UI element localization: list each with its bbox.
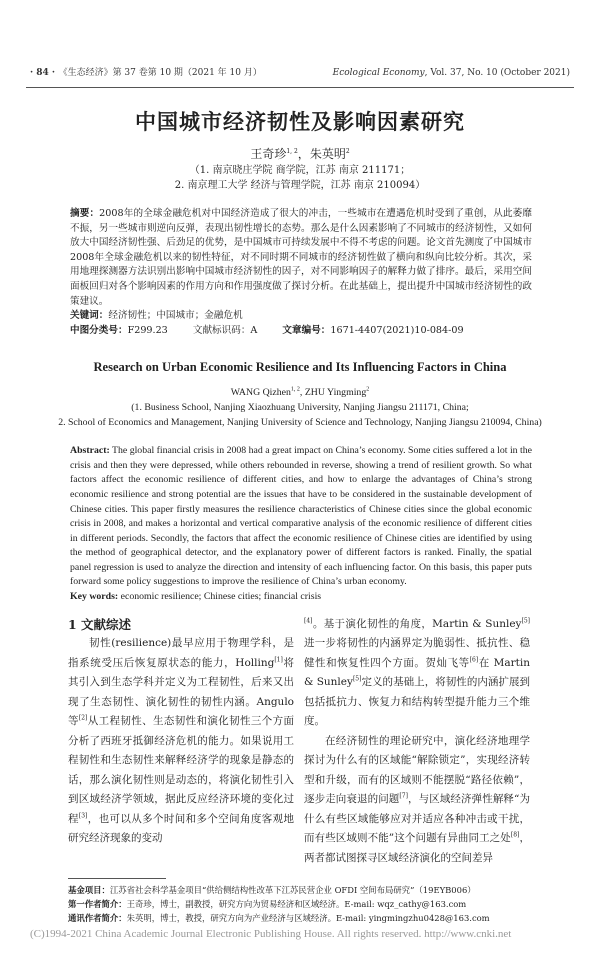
abstract-cn bbox=[70, 207, 532, 309]
author: 王奇珍 bbox=[250, 147, 287, 161]
author: 朱英明 bbox=[309, 147, 346, 161]
cnki-watermark: (C)1994-2021 China Academic Journal Electronic Publishing House. All rights reserved. http://www.cnki.net bbox=[30, 928, 512, 941]
text: 韧性(resilience)最早应用于物理学科，是指系统受压后恢复原状态的能力，Holling bbox=[68, 637, 294, 669]
citation: [1] bbox=[274, 656, 283, 664]
title-cn: 中国城市经济韧性及影响因素研究 bbox=[135, 109, 465, 134]
text: ，两者都试图探寻区域经济演化的空间差异 bbox=[304, 832, 531, 864]
clc-label: 中图分类号： bbox=[70, 324, 128, 336]
keywords-text: 经济韧性；中国城市；金融危机 bbox=[108, 310, 243, 322]
footnote-text: 江苏省社会科学基金项目“供给侧结构性改革下江苏民营企业 OFDI 空间布局研究”（19EYB006） bbox=[109, 885, 476, 896]
citation: [4] bbox=[304, 617, 313, 625]
header-rule bbox=[26, 87, 574, 88]
author-sup: 2 bbox=[345, 148, 350, 155]
citation: [2] bbox=[78, 714, 88, 722]
abstract-label: 摘要： bbox=[70, 208, 100, 219]
text: 。基于演化韧性的角度，Martin & Sunley bbox=[312, 617, 522, 630]
paragraph-cont bbox=[304, 615, 530, 732]
author-sup: 2 bbox=[366, 387, 370, 394]
sep: ， bbox=[297, 147, 310, 161]
body-columns bbox=[68, 615, 530, 869]
keywords-label: Key words: bbox=[70, 591, 119, 603]
section-heading: 1 文献综述 bbox=[68, 616, 132, 632]
citation: [8] bbox=[510, 831, 520, 839]
author: WANG Qizhen bbox=[230, 387, 291, 399]
page-number: · 84 · bbox=[30, 68, 56, 78]
citation: [7] bbox=[399, 792, 408, 800]
text: 将其引入到生态学科并定义为工程韧性，后来又出现了生态韧性、演化韧性的韧性内涵。Angulo 等 bbox=[68, 656, 294, 728]
footnote-first-author bbox=[68, 897, 560, 911]
clc-value: F299.23 bbox=[127, 324, 168, 336]
abstract-en bbox=[70, 444, 532, 605]
doc-value: A bbox=[250, 324, 258, 336]
footnote-label: 通讯作者简介： bbox=[68, 913, 127, 924]
keywords-text: economic resilience; Chinese cities; financial crisis bbox=[118, 591, 322, 603]
footnote-rule bbox=[68, 878, 166, 879]
art-value: 1671-4407(2021)10-084-09 bbox=[330, 324, 464, 336]
art-label: 文章编号： bbox=[282, 324, 331, 336]
footnote-corresponding bbox=[68, 911, 560, 925]
title-en: Research on Urban Economic Resilience and Its Influencing Factors in China bbox=[93, 360, 507, 375]
footnote-funding bbox=[68, 883, 560, 897]
affiliation-cn: 2. 南京理工大学 经济与管理学院，江苏 南京 210094） bbox=[174, 180, 426, 191]
journal-issue: , Vol. 37, No. 10 (October 2021) bbox=[424, 68, 570, 78]
column-left bbox=[68, 615, 294, 869]
text: 定义的基础上，将韧性的内涵扩展到包括抵抗力、恢复力和结构转型提升能力三个维度。 bbox=[304, 676, 531, 728]
citation: [5] bbox=[352, 675, 362, 683]
journal-en: Ecological Economy bbox=[332, 68, 425, 78]
sep: , bbox=[299, 387, 305, 399]
affiliation-cn: （1. 南京晓庄学院 商学院，江苏 南京 211171； bbox=[189, 165, 411, 176]
authors-cn bbox=[0, 146, 600, 163]
column-right bbox=[304, 615, 530, 869]
running-header bbox=[30, 66, 570, 80]
footnote-text: 王奇珍，博士，副教授，研究方向为贸易经济和区域经济。E-mail: wqz_cathy@163.com bbox=[126, 899, 467, 910]
paragraph bbox=[68, 634, 294, 849]
text: ，与区域经济弹性解释“为什么有些区域能够应对并适应各种冲击或干扰，而有些区域则不能”这个问题有异曲同工之处 bbox=[304, 793, 531, 845]
text: 进一步将韧性的内涵界定为脆弱性、抵抗性、稳健性和恢复性四个方面。贺灿飞等 bbox=[304, 637, 530, 669]
author-sup: 1, 2 bbox=[286, 148, 298, 155]
text: ，也可以从多个时间和多个空间角度客观地研究经济现象的变动 bbox=[68, 812, 294, 845]
footnote-label: 基金项目： bbox=[68, 885, 110, 896]
affiliation-en: 2. School of Economics and Management, Nanjing University of Science and Technology, Nanjing Jiangsu 210094, China) bbox=[58, 416, 542, 428]
classification-line bbox=[70, 324, 532, 339]
footnote-label: 第一作者简介： bbox=[68, 899, 127, 910]
author: ZHU Yingming bbox=[304, 387, 367, 399]
abstract-text: 2008年的全球金融危机对中国经济造成了很大的冲击，一些城市在遭遇危机时受到了重创，从此萎靡不振，另一些城市则逆向反弹，表现出韧性增长的态势。那么是什么因素影响了不同城市的经济韧性，又如何放大中国经济韧性强、后劲足的优势，是中国城市可持续发展中不得不考虑的问题。论文首先测度了中国城市2008年全球金融危机以来的韧性特征，对不同时期不同城市的经济韧性做了横向和纵向比较分析。其次，采用地理探测器方法识别出影响中国城市经济韧性的因子，对不同影响因子的解释力做了排序。最后，采用空间面板回归对各个影响因素的作用方向和作用强度做了探讨分析。在此基础上，提出提升中国城市经济韧性的政策建议。 bbox=[70, 208, 532, 307]
citation: [5] bbox=[521, 617, 530, 625]
keywords-label: 关键词： bbox=[70, 310, 109, 322]
text: 在经济韧性的理论研究中，演化经济地理学探讨为什么有的区域能“解除锁定”，实现经济转型和升级，而有的区域则不能摆脱“路径依赖”，逐步走向衰退的问题 bbox=[304, 734, 530, 806]
doc-label: 文献标识码： bbox=[192, 324, 251, 336]
abstract-text: The global financial crisis in 2008 had a great impact on China’s economy. Some cities suffered a lot in the crisis and then they were depressed, while others rebounded in reverse, showing a trend of resilient growth. So what factors affect the economic resilience of different cities, and how to enlarge the advantages of China’s strong economic resilience and strong potential are the issues that have to be considered in the sustainable development of Chinese cities. This paper firstly measures the resilience characteristics of Chinese cities since the global economic crisis in 2008, and makes a horizontal and vertical comparative analysis of the economic resilience of different cities in different periods. Secondly, the factors that affect the economic resilience of Chinese cities are identified by using the method of geographical detector, and the explanatory power of different factors is ranked. Finally, the spatial panel regression is used to analyze the direction and intensity of each influencing factor. On this basis, this paper puts forward some policy suggestions to improve the resilience of China’s urban economy. bbox=[70, 445, 532, 588]
text: 在 Martin & Sunley bbox=[304, 656, 530, 689]
footnote-text: 朱英明，博士，教授，研究方向为产业经济与区域经济。E-mail: yingmingzhu0428@163.com bbox=[126, 913, 490, 924]
text: 从工程韧性、生态韧性和演化韧性三个方面分析了西班牙抵御经济危机的能力。如果说用工程韧性和生态韧性来解释经济学的现象是静态的话，那么演化韧性则是动态的，将演化韧性引入到区域经济学领域，据此反应经济环境的变化过程 bbox=[68, 715, 294, 825]
journal-cn: 《生态经济》第 37 卷第 10 期（2021 年 10 月） bbox=[63, 68, 262, 78]
citation: [3] bbox=[78, 812, 88, 820]
citation: [6] bbox=[469, 656, 479, 664]
affiliation-en: (1. Business School, Nanjing Xiaozhuang University, Nanjing Jiangsu 211171, China; bbox=[131, 401, 469, 413]
abstract-label: Abstract: bbox=[70, 445, 110, 457]
paragraph bbox=[304, 732, 530, 869]
author-sup: 1, 2 bbox=[290, 387, 300, 394]
keywords-cn bbox=[70, 309, 532, 324]
authors-en bbox=[0, 386, 600, 401]
